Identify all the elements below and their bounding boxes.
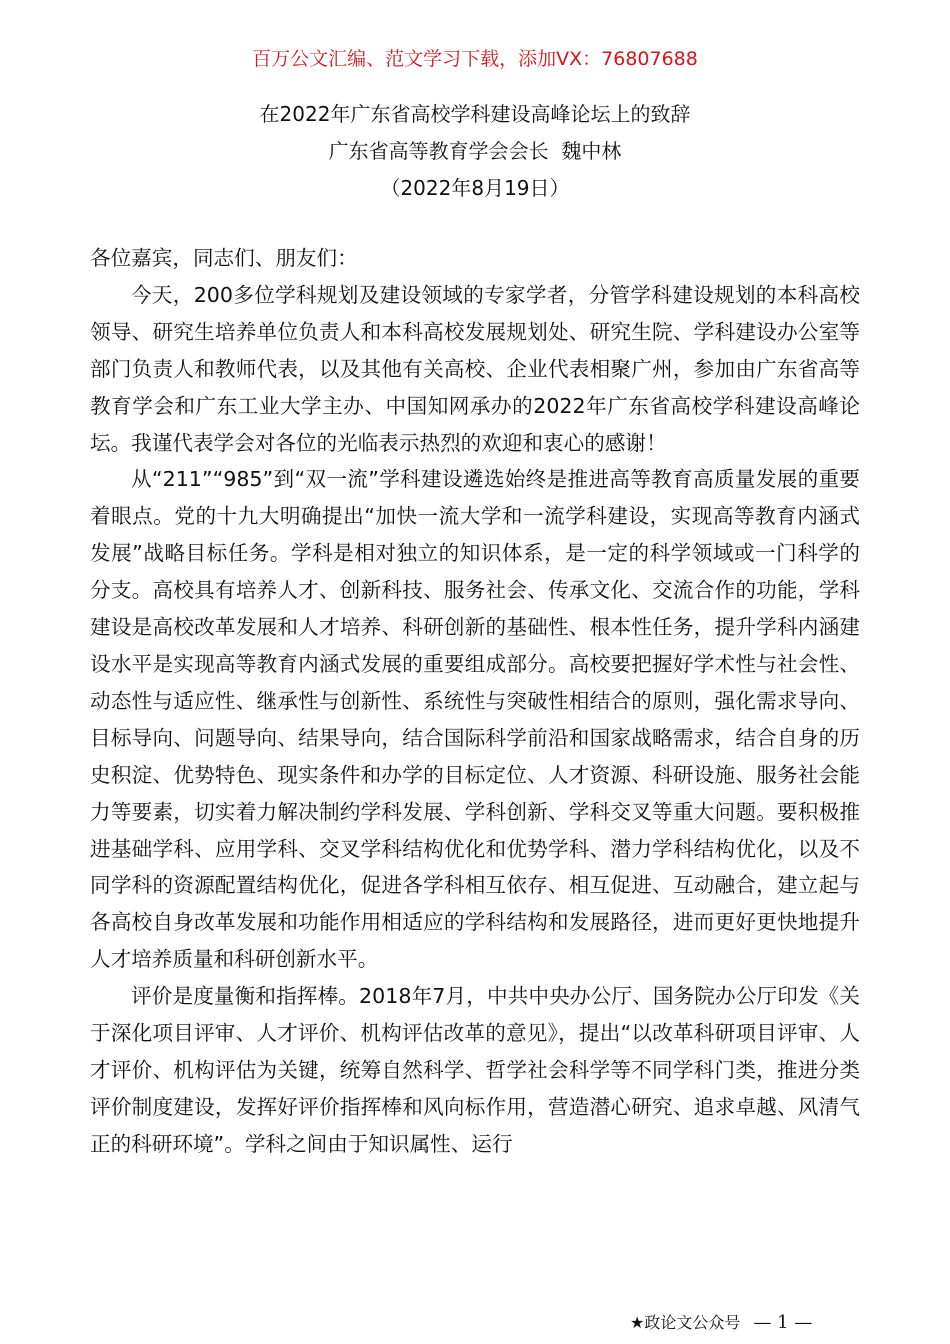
- document-author: 广东省高等教育学会会长 魏中林: [328, 139, 622, 163]
- document-title: 在2022年广东省高校学科建设高峰论坛上的致辞: [259, 102, 691, 126]
- document-date: （2022年8月19日）: [380, 176, 570, 200]
- document-body: [90, 240, 860, 1163]
- page-footer: [630, 1310, 930, 1333]
- paragraph: 评价是度量衡和指挥棒。2018年7月，中共中央办公厅、国务院办公厅印发《关于深化项目评审、人才评价、机构评估改革的意见》，提出“以改革科研项目评审、人才评价、机构评估为关键，统筹自然科学、哲学社会科学等不同学科门类，推进分类评价制度建设，发挥好评价指挥棒和风向标作用，营造潜心研究、追求卓越、风清气正的科研环境”。学科之间由于知识属性、运行: [90, 984, 860, 1156]
- paragraph: 从“211”“985”到“双一流”学科建设遴选始终是推进高等教育高质量发展的重要着眼点。党的十九大明确提出“加快一流大学和一流学科建设，实现高等教育内涵式发展”战略目标任务。学科是相对独立的知识体系，是一定的科学领域或一门科学的分支。高校具有培养人才、创新科技、服务社会、传承文化、交流合作的功能，学科建设是高校改革发展和人才培养、科研创新的基础性、根本性任务，提升学科内涵建设水平是实现高等教育内涵式发展的重要组成部分。高校要把握好学术性与社会性、动态性与适应性、继承性与创新性、系统性与突破性相结合的原则，强化需求导向、目标导向、问题导向、结果导向，结合国际科学前沿和国家战略需求，结合自身的历史积淀、优势特色、现实条件和办学的目标定位、人才资源、科研设施、服务社会能力等要素，切实着力解决制约学科发展、学科创新、学科交叉等重大问题。要积极推进基础学科、应用学科、交叉学科结构优化和优势学科、潜力学科结构优化，以及不同学科的资源配置结构优化，促进各学科相互依存、相互促进、互动融合，建立起与各高校自身改革发展和功能作用相适应的学科结构和发展路径，进而更好更快地提升人才培养质量和科研创新水平。: [90, 467, 860, 972]
- title-block: [0, 96, 950, 207]
- page-number: — 1 —: [753, 1312, 813, 1333]
- paragraph: 今天，200多位学科规划及建设领域的专家学者，分管学科建设规划的本科高校领导、研究生培养单位负责人和本科高校发展规划处、研究生院、学科建设办公室等部门负责人和教师代表，以及其他有关高校、企业代表相聚广州，参加由广东省高等教育学会和广东工业大学主办、中国知网承办的2022年广东省高校学科建设高峰论坛。我谨代表学会对各位的光临表示热烈的欢迎和衷心的感谢！: [90, 282, 860, 455]
- footer-source: ★政论文公众号: [630, 1313, 741, 1332]
- salutation: 各位嘉宾，同志们、朋友们：: [90, 246, 358, 270]
- banner-text: 百万公文汇编、范文学习下载，添加VX：76807688: [252, 48, 698, 70]
